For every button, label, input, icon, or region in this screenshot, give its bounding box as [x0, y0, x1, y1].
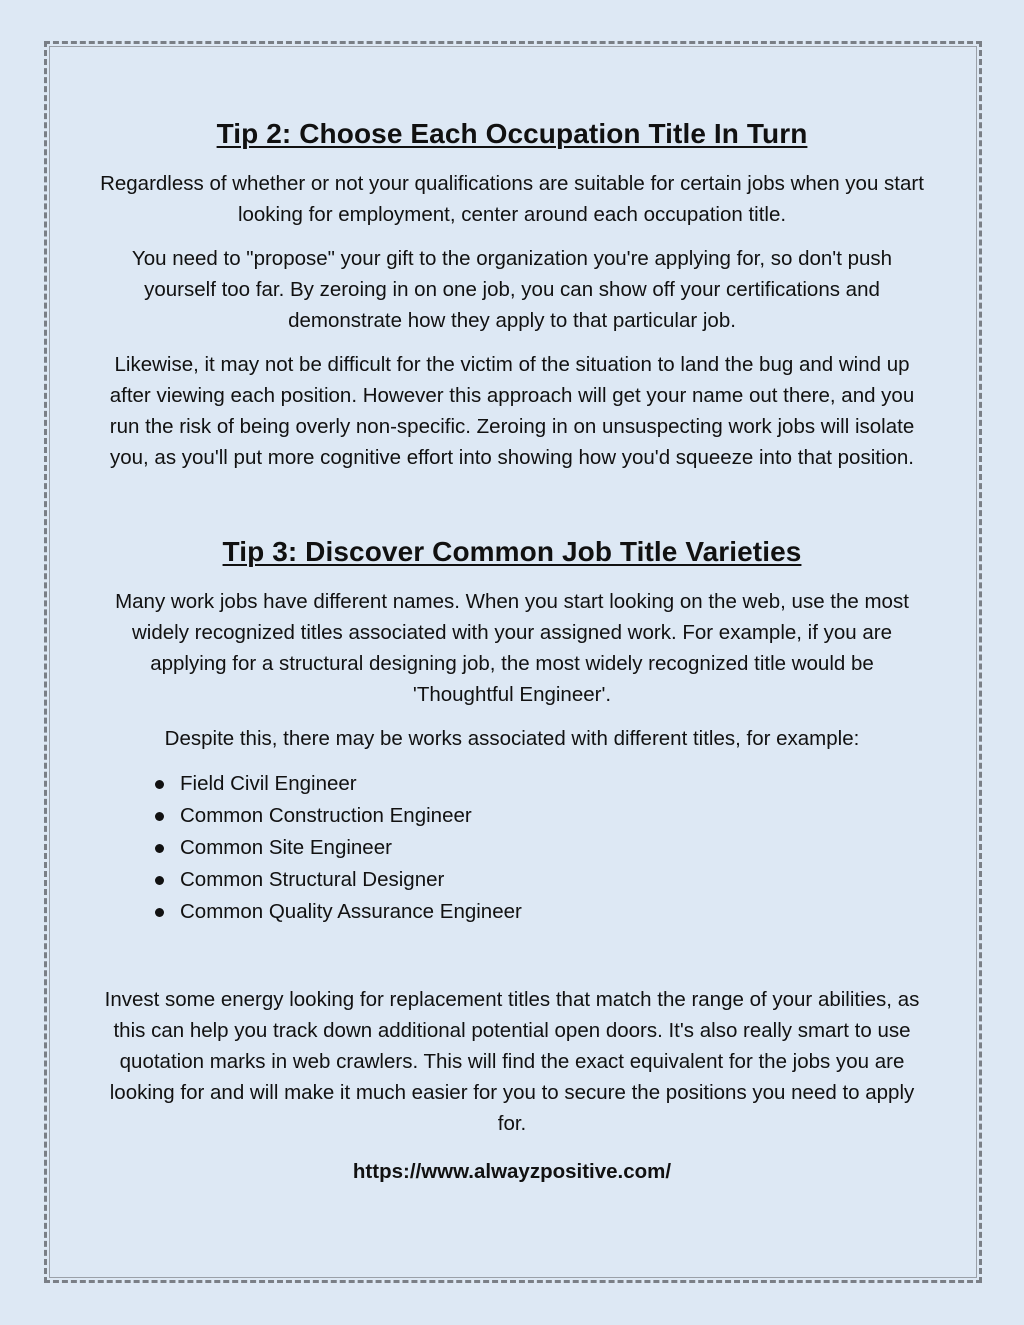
list-item: [152, 800, 924, 832]
tip2-paragraph-3: Likewise, it may not be difficult for the victim of the situation to land the bug and wind up after viewing each position. However this approach will get your name out there, and you run the risk of being overly non-specific. Zeroing in on unsuspecting work jobs will isolate you, as you'll put more cognitive effort into showing how you'd squeeze into that position.: [109, 353, 915, 469]
job-title-list: [100, 768, 924, 928]
list-item-label: Common Construction Engineer: [180, 804, 472, 827]
tip2-heading: Tip 2: Choose Each Occupation Title In Turn: [216, 118, 808, 149]
list-item: [152, 832, 924, 864]
website-link[interactable]: https://www.alwayzpositive.com/: [352, 1160, 672, 1183]
list-item-label: Field Civil Engineer: [180, 772, 357, 795]
tip3-paragraph-1: Many work jobs have different names. When you start looking on the web, use the most widely recognized titles associated with your assigned work. For example, if you are applying for a structural designing job, the most widely recognized title would be 'Thoughtful Engineer'.: [115, 590, 909, 706]
tip3-heading: Tip 3: Discover Common Job Title Varieties: [222, 536, 802, 567]
bullet-icon: [155, 908, 164, 917]
bullet-icon: [155, 780, 164, 789]
bullet-icon: [155, 844, 164, 853]
document-body: [100, 118, 924, 1187]
tip3-paragraph-2: Despite this, there may be works associated with different titles, for example:: [164, 727, 860, 750]
list-item: [152, 864, 924, 896]
bullet-icon: [155, 812, 164, 821]
list-item: [152, 768, 924, 800]
list-item-label: Common Site Engineer: [180, 836, 392, 859]
list-item: [152, 896, 924, 928]
bullet-icon: [155, 876, 164, 885]
list-item-label: Common Structural Designer: [180, 868, 445, 891]
tip3-closing-paragraph: Invest some energy looking for replacement titles that match the range of your abilities, as this can help you track down additional potential open doors. It's also really smart to use quotation marks in web crawlers. This will find the exact equivalent for the jobs you are looking for and will make it much easier for you to secure the positions you need to apply for.: [104, 988, 920, 1135]
list-item-label: Common Quality Assurance Engineer: [180, 900, 522, 923]
tip2-paragraph-1: Regardless of whether or not your qualifications are suitable for certain jobs when you start looking for employment, center around each occupation title.: [100, 172, 924, 226]
tip2-paragraph-2: You need to "propose" your gift to the organization you're applying for, so don't push yourself too far. By zeroing in on one job, you can show off your certifications and demonstrate how they apply to that particular job.: [131, 247, 893, 332]
